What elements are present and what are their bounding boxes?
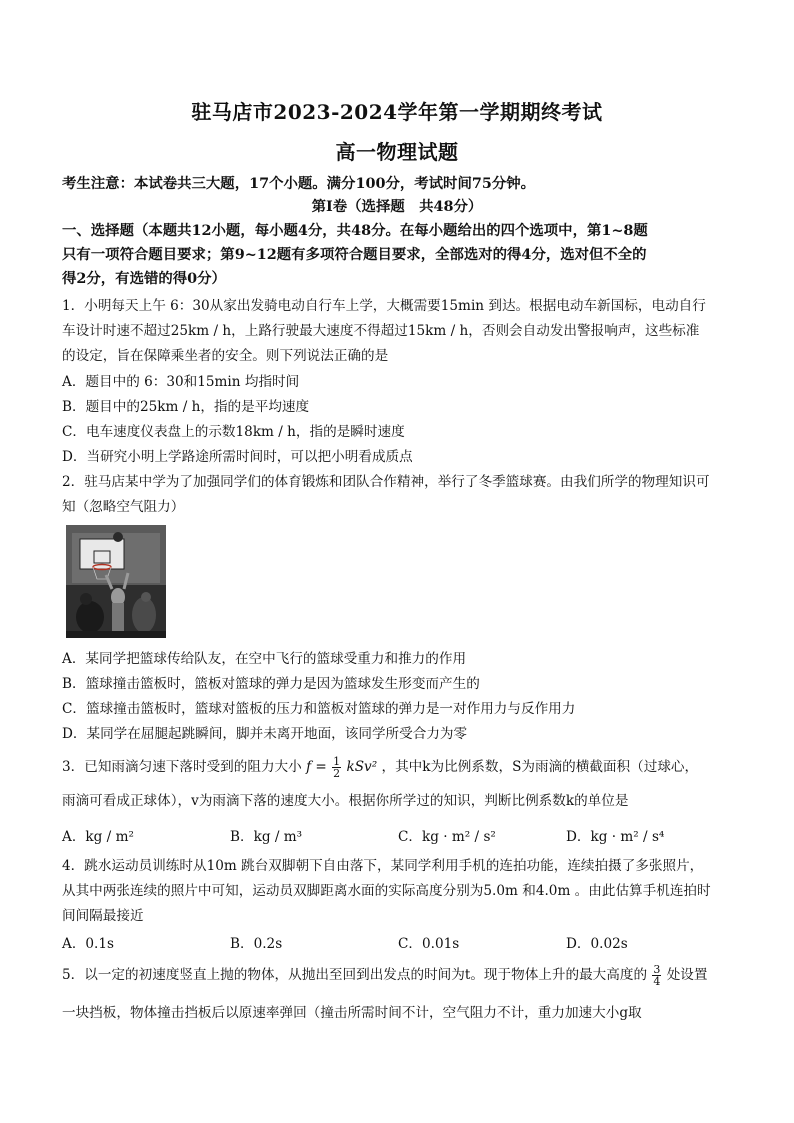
q3-fraction-denominator: 2 — [333, 767, 341, 780]
exam-subtitle: 高一物理试题 — [335, 140, 459, 164]
q3-line-2: 雨滴可看成正球体），v为雨滴下落的速度大小。根据你所学过的知识，判断比例系数k的单位是 — [62, 793, 629, 809]
q2-option-d: D．某同学在屈腿起跳瞬间，脚并未离开地面，该同学所受合力为零 — [62, 726, 468, 742]
part1-title: 第Ⅰ卷（选择题 共48分） — [311, 198, 483, 215]
q3-formula-lhs: f = — [306, 759, 327, 775]
q4-line-3: 间间隔最接近 — [62, 908, 144, 924]
section1-line-3: 得2分，有选错的得0分） — [62, 270, 226, 287]
q5-prefix: 5．以一定的初速度竖直上抛的物体，从抛出至回到出发点的时间为t。现于物体上升的最大高度的 — [62, 967, 648, 983]
q5-fraction-numerator: 3 — [653, 963, 661, 976]
q2-option-a: A．某同学把篮球传给队友，在空中飞行的篮球受重力和推力的作用 — [62, 651, 467, 667]
q4-option-d: D．0.02s — [566, 936, 628, 952]
q5-line-2: 一块挡板，物体撞击挡板后以原速率弹回（撞击所需时间不计，空气阻力不计，重力加速大小g取 — [62, 1005, 642, 1021]
q4-line-1: 4．跳水运动员训练时从10m 跳台双脚朝下自由落下，某同学利用手机的连拍功能，连续拍摄了多张照片， — [62, 858, 704, 874]
q3-fraction-numerator: 1 — [333, 755, 341, 768]
q3-option-b: B．kg / m³ — [230, 829, 303, 845]
q2-option-b: B．篮球撞击篮板时，篮板对篮球的弹力是因为篮球发生形变而产生的 — [62, 676, 480, 692]
section1-line-1: 一、选择题（本题共12小题，每小题4分，共48分。在每小题给出的四个选项中，第1~8题 — [62, 222, 648, 239]
exam-notice: 考生注意：本试卷共三大题，17个小题。满分100分，考试时间75分钟。 — [62, 175, 536, 192]
q1-line-3: 的设定，旨在保障乘坐者的安全。则下列说法正确的是 — [62, 348, 389, 364]
q3-suffix: ，其中k为比例系数，S为雨滴的横截面积（过球心， — [381, 759, 699, 775]
q5-suffix: 处设置 — [666, 967, 708, 983]
q4-option-a: A．0.1s — [62, 936, 115, 952]
basketball-photo — [66, 525, 166, 638]
q5-line-1 — [62, 964, 742, 987]
q4-option-b: B．0.2s — [230, 936, 283, 952]
q2-line-2: 知（忽略空气阻力） — [62, 499, 185, 515]
section1-line-2: 只有一项符合题目要求；第9~12题有多项符合题目要求，全部选对的得4分，选对但不全的 — [62, 246, 647, 263]
q1-option-d: D．当研究小明上学路途所需时间时，可以把小明看成质点 — [62, 449, 413, 465]
q3-line-1 — [62, 756, 742, 779]
q3-prefix: 3．已知雨滴匀速下落时受到的阻力大小 — [62, 759, 302, 775]
q5-fraction — [652, 964, 661, 987]
q4-line-2: 从其中两张连续的照片中可知，运动员双脚距离水面的实际高度分别为5.0m 和4.0m 。由此估算手机连拍时 — [62, 883, 711, 899]
q1-option-a: A．题目中的 6：30和15min 均指时间 — [62, 374, 300, 390]
q5-fraction-denominator: 4 — [653, 975, 661, 988]
exam-title: 驻马店市2023-2024学年第一学期期终考试 — [191, 100, 603, 124]
q1-line-1: 1．小明每天上午 6：30从家出发骑电动自行车上学，大概需要15min 到达。根据电动车新国标，电动自行 — [62, 298, 706, 314]
q3-option-c: C．kg · m² / s² — [398, 829, 496, 845]
q1-line-2: 车设计时速不超过25km / h，上路行驶最大速度不得超过15km / h，否则会自动发出警报响声，这些标准 — [62, 323, 700, 339]
q3-option-a: A．kg / m² — [62, 829, 134, 845]
q3-formula-rhs: kSv² — [346, 759, 378, 775]
q4-option-c: C．0.01s — [398, 936, 460, 952]
q2-option-c: C．篮球撞击篮板时，篮球对篮板的压力和篮板对篮球的弹力是一对作用力与反作用力 — [62, 701, 576, 717]
q1-option-b: B．题目中的25km / h，指的是平均速度 — [62, 399, 310, 415]
q3-option-d: D．kg · m² / s⁴ — [566, 829, 665, 845]
q1-option-c: C．电车速度仪表盘上的示数18km / h，指的是瞬时速度 — [62, 424, 405, 440]
q3-fraction — [332, 756, 341, 779]
q2-line-1: 2．驻马店某中学为了加强同学们的体育锻炼和团队合作精神，举行了冬季篮球赛。由我们所学的物理知识可 — [62, 474, 710, 490]
